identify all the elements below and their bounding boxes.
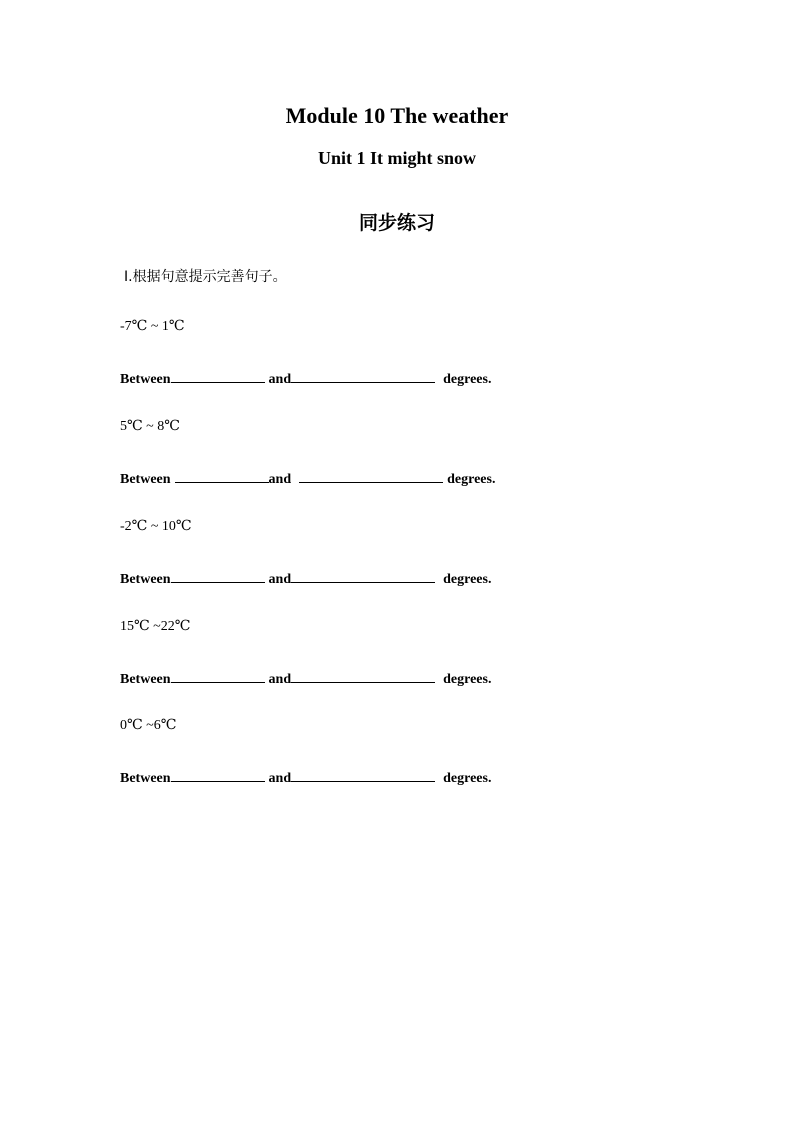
module-title: Module 10 The weather — [285, 103, 509, 128]
blank-5b[interactable] — [291, 767, 435, 782]
exercise-instruction: Ⅰ.根据句意提示完善句子。 — [124, 269, 287, 285]
blank-3a[interactable] — [171, 568, 265, 583]
temperature-range-4: 15℃ ~22℃ — [120, 619, 191, 634]
and-word: and — [268, 372, 292, 387]
degrees-word: degrees. — [447, 472, 496, 487]
degrees-word: degrees. — [443, 372, 492, 387]
blank-1b[interactable] — [291, 368, 435, 383]
between-word: Between — [120, 771, 171, 786]
blank-4b[interactable] — [291, 668, 435, 683]
and-word: and — [268, 572, 292, 587]
between-word: Between — [120, 372, 171, 387]
sentence-4 — [120, 668, 491, 688]
degrees-word: degrees. — [443, 672, 492, 687]
sentence-2 — [120, 468, 495, 488]
unit-title: Unit 1 It might snow — [317, 148, 477, 168]
between-word: Between — [120, 472, 171, 487]
section-title: 同步练习 — [358, 212, 435, 234]
temperature-range-3: -2℃ ~ 10℃ — [120, 519, 192, 534]
blank-1a[interactable] — [171, 368, 265, 383]
blank-2b[interactable] — [299, 468, 443, 483]
temperature-range-5: 0℃ ~6℃ — [120, 718, 177, 733]
temperature-range-1: -7℃ ~ 1℃ — [120, 319, 185, 334]
between-word: Between — [120, 572, 171, 587]
blank-4a[interactable] — [171, 668, 265, 683]
between-word: Between — [120, 672, 171, 687]
degrees-word: degrees. — [443, 771, 492, 786]
sentence-1 — [120, 368, 491, 388]
degrees-word: degrees. — [443, 572, 492, 587]
and-word: and — [268, 472, 292, 487]
sentence-3 — [120, 568, 491, 588]
blank-5a[interactable] — [171, 767, 265, 782]
blank-3b[interactable] — [291, 568, 435, 583]
and-word: and — [268, 672, 292, 687]
sentence-5 — [120, 767, 491, 787]
temperature-range-2: 5℃ ~ 8℃ — [120, 419, 180, 434]
blank-2a[interactable] — [175, 468, 269, 483]
and-word: and — [268, 771, 292, 786]
